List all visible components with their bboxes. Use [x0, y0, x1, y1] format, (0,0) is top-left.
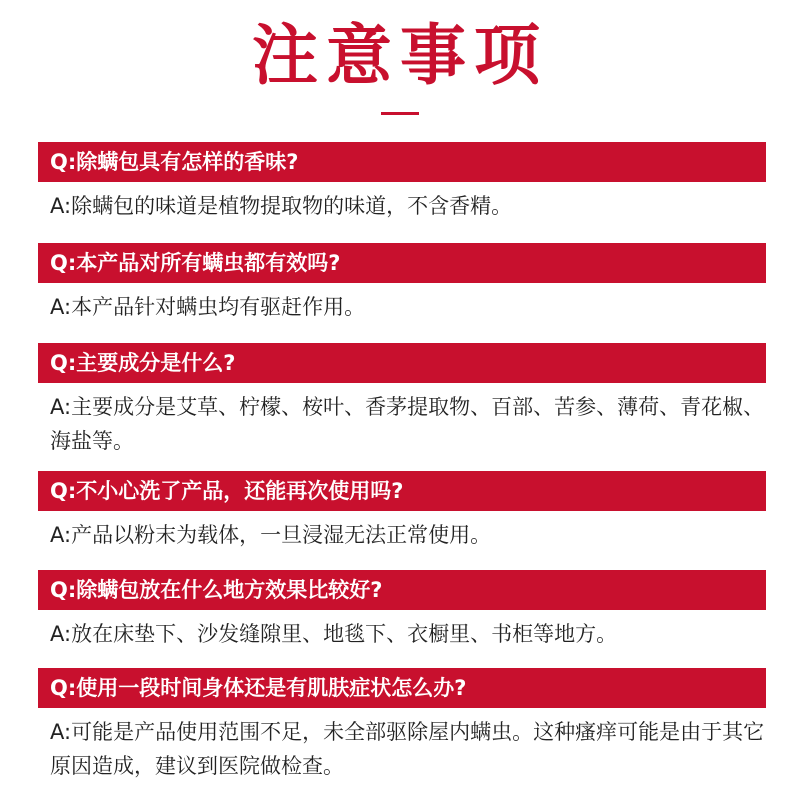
answer-text: A:产品以粉末为载体，一旦浸湿无法正常使用。: [50, 523, 492, 547]
question-bar: Q:除螨包具有怎样的香味?: [38, 142, 766, 182]
question-bar: Q:除螨包放在什么地方效果比较好?: [38, 570, 766, 610]
question-bar: Q:本产品对所有螨虫都有效吗?: [38, 243, 766, 283]
question-bar: Q:主要成分是什么?: [38, 343, 766, 383]
answer-text: A:本产品针对螨虫均有驱赶作用。: [50, 295, 366, 319]
question-bar: Q:不小心洗了产品，还能再次使用吗?: [38, 471, 766, 511]
faq-item: [38, 343, 766, 458]
answer-text: A:除螨包的味道是植物提取物的味道，不含香精。: [50, 194, 513, 218]
answer-text: A:放在床垫下、沙发缝隙里、地毯下、衣橱里、书柜等地方。: [50, 622, 618, 646]
faq-item: [38, 471, 766, 552]
faq-item: [38, 142, 766, 223]
title-underline: [381, 112, 419, 115]
answer-text: A:主要成分是艾草、柠檬、桉叶、香茅提取物、百部、苦参、薄荷、青花椒、海盐等。: [50, 395, 765, 453]
answer-text: A:可能是产品使用范围不足，未全部驱除屋内螨虫。这种瘙痒可能是由于其它原因造成，建议到医院做检查。: [50, 720, 765, 778]
faq-item: [38, 243, 766, 324]
question-bar: Q:使用一段时间身体还是有肌肤症状怎么办?: [38, 668, 766, 708]
faq-item: [38, 668, 766, 783]
faq-item: [38, 570, 766, 651]
page-title: 注意事项: [252, 17, 548, 94]
